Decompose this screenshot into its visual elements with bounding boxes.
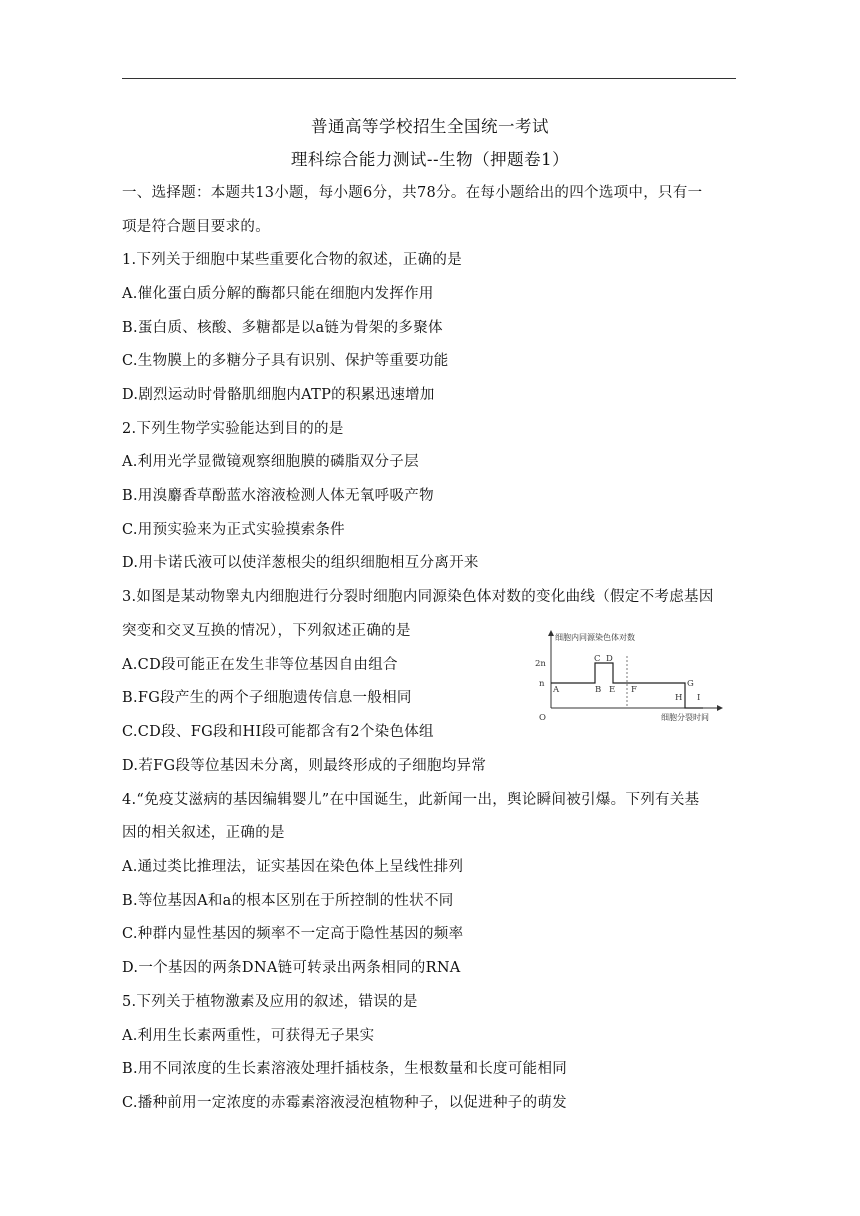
question-3-stem-line2: 突变和交叉互换的情况），下列叙述正确的是: [122, 623, 411, 639]
question-4-option-b: B.等位基因A和a的根本区别在于所控制的性状不同: [122, 893, 454, 909]
question-5-option-c: C.播种前用一定浓度的赤霉素溶液浸泡植物种子，以促进种子的萌发: [122, 1095, 567, 1111]
section-intro-line2: 项是符合题目要求的。: [122, 219, 270, 235]
question-2-option-d: D.用卡诺氏液可以使洋葱根尖的组织细胞相互分离开来: [122, 555, 479, 571]
question-4-stem-line2: 因的相关叙述，正确的是: [122, 825, 285, 841]
section-intro-line1: 一、选择题：本题共13小题，每小题6分，共78分。在每小题给出的四个选项中，只有一: [122, 185, 703, 201]
x-axis-arrow: [717, 705, 723, 711]
question-3-option-a: A.CD段可能正在发生非等位基因自由组合: [122, 657, 398, 673]
question-1-option-c: C.生物膜上的多糖分子具有识别、保护等重要功能: [122, 353, 449, 369]
origin-label: O: [539, 713, 546, 722]
y-axis-label: 细胞内同源染色体对数: [555, 633, 635, 642]
question-2-option-b: B.用溴麝香草酚蓝水溶液检测人体无氧呼吸产物: [122, 488, 434, 504]
point-f: F: [631, 685, 637, 695]
point-d: D: [606, 654, 613, 664]
point-h: H: [675, 693, 683, 703]
exam-subtitle: 理科综合能力测试--生物（押题卷1）: [290, 150, 570, 169]
point-c: C: [594, 654, 601, 664]
question-5-option-b: B.用不同浓度的生长素溶液处理扦插枝条，生根数量和长度可能相同: [122, 1061, 568, 1077]
question-4-option-a: A.通过类比推理法，证实基因在染色体上呈线性排列: [122, 859, 464, 875]
y-axis-arrow: [548, 630, 554, 636]
point-a: A: [553, 685, 560, 695]
question-1-stem: 1.下列关于细胞中某些重要化合物的叙述，正确的是: [122, 252, 463, 268]
question-4-option-c: C.种群内显性基因的频率不一定高于隐性基因的频率: [122, 926, 464, 942]
point-i: I: [697, 693, 701, 703]
question-1-option-b: B.蛋白质、核酸、多糖都是以a链为骨架的多聚体: [122, 320, 443, 336]
y-tick-n: n: [539, 679, 545, 689]
point-e: E: [609, 685, 616, 695]
question-1-option-a: A.催化蛋白质分解的酶都只能在细胞内发挥作用: [122, 286, 434, 302]
point-g: G: [687, 679, 694, 689]
point-b: B: [595, 685, 602, 695]
question-5-stem: 5.下列关于植物激素及应用的叙述，错误的是: [122, 994, 418, 1010]
chromosome-pair-graph: [527, 628, 727, 722]
header-rule: [122, 78, 736, 79]
y-tick-2n: 2n: [535, 659, 546, 669]
exam-title: 普通高等学校招生全国统一考试: [311, 117, 549, 136]
question-4-option-d: D.一个基因的两条DNA链可转录出两条相同的RNA: [122, 960, 461, 976]
question-3-option-b: B.FG段产生的两个子细胞遗传信息一般相同: [122, 690, 412, 706]
question-5-option-a: A.利用生长素两重性，可获得无子果实: [122, 1028, 375, 1044]
question-2-stem: 2.下列生物学实验能达到目的的是: [122, 421, 344, 437]
question-1-option-d: D.剧烈运动时骨骼肌细胞内ATP的积累迅速增加: [122, 387, 435, 403]
x-axis-label: 细胞分裂时间: [661, 713, 709, 722]
question-3-stem-line1: 3.如图是某动物睾丸内细胞进行分裂时细胞内同源染色体对数的变化曲线（假定不考虑基因: [122, 589, 714, 605]
question-4-stem-line1: 4.“免疫艾滋病的基因编辑婴儿”在中国诞生，此新闻一出，舆论瞬间被引爆。下列有关基: [122, 792, 700, 808]
question-3-option-c: C.CD段、FG段和HI段可能都含有2个染色体组: [122, 724, 434, 740]
question-2-option-a: A.利用光学显微镜观察细胞膜的磷脂双分子层: [122, 454, 419, 470]
question-3-option-d: D.若FG段等位基因未分离，则最终形成的子细胞均异常: [122, 758, 487, 774]
question-2-option-c: C.用预实验来为正式实验摸索条件: [122, 522, 345, 538]
